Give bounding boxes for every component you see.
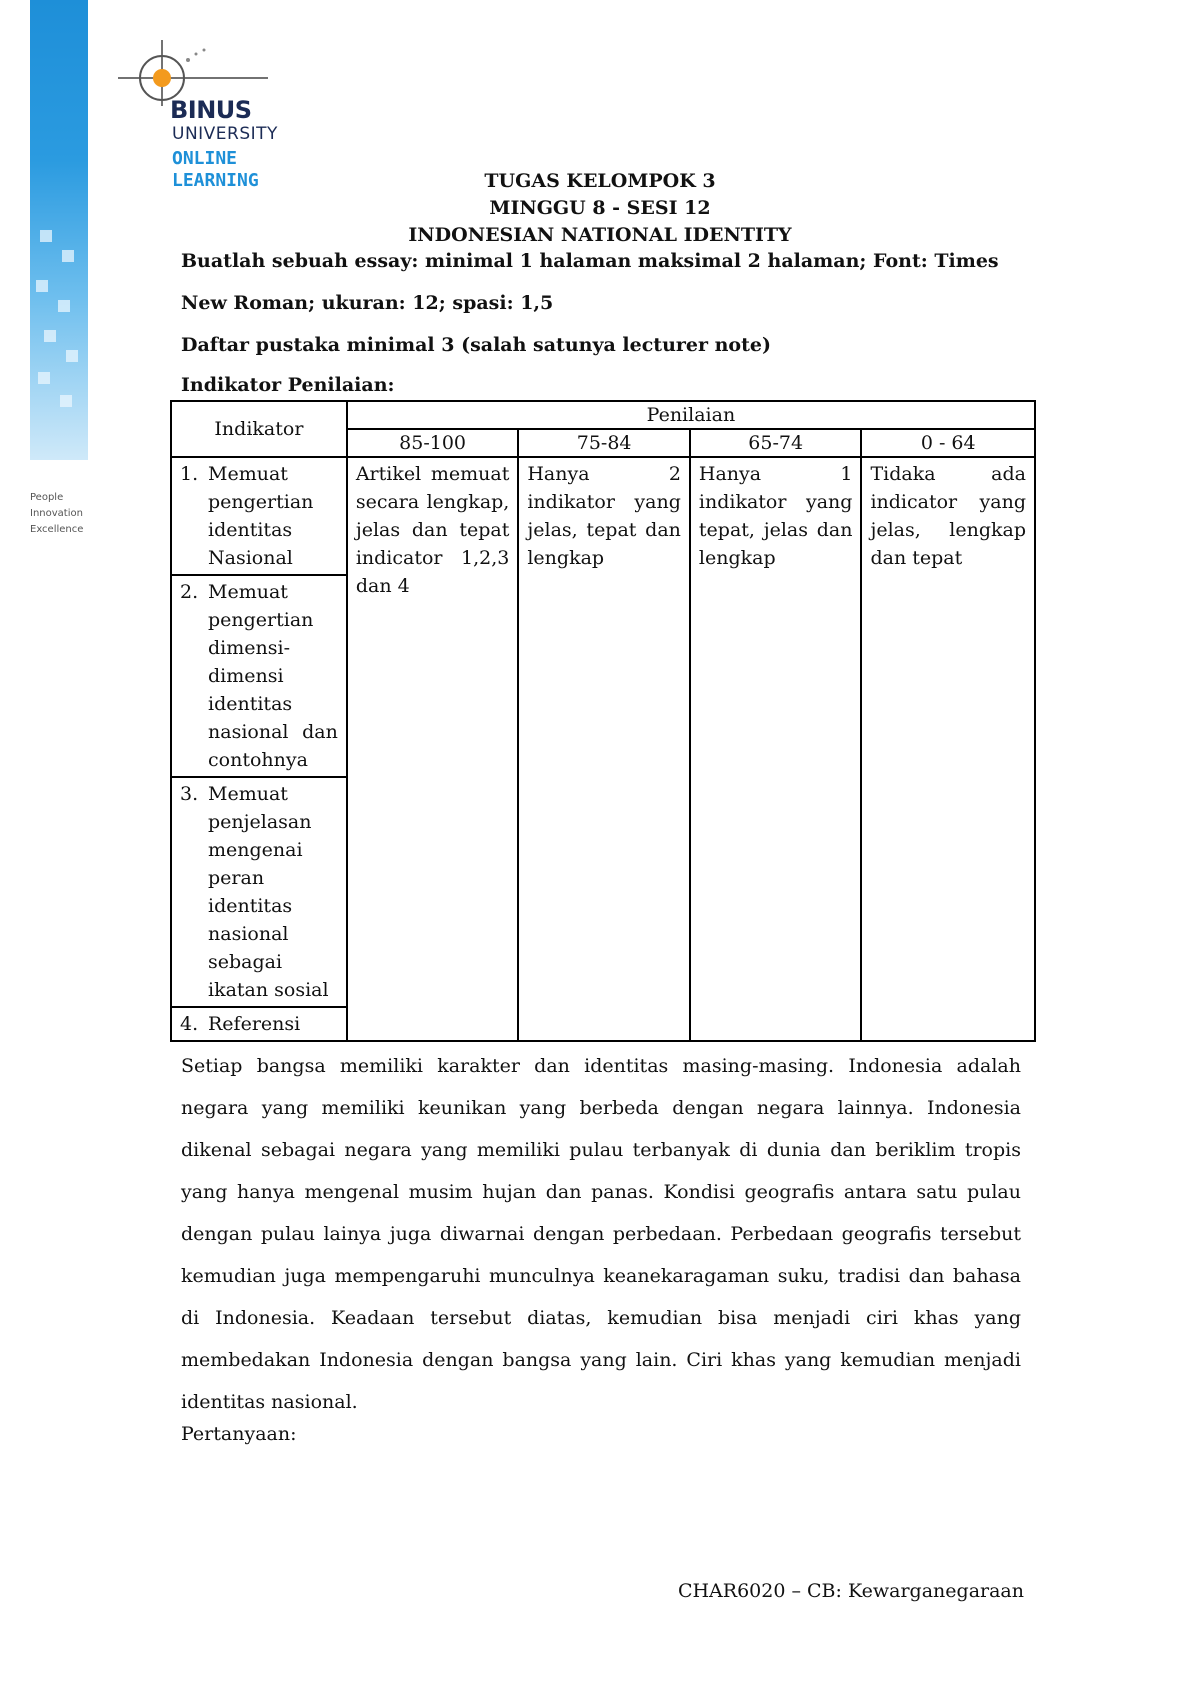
title-line-1: TUGAS KELOMPOK 3 <box>484 170 716 192</box>
range-85-100: 85-100 <box>347 429 519 457</box>
indicator-cell-1 <box>171 457 347 575</box>
instruction-essay-1: Buatlah sebuah essay: minimal 1 halaman maksimal 2 halaman; Font: Times <box>181 250 999 272</box>
indicator-cell-4 <box>171 1007 347 1041</box>
rubric-heading: Indikator Penilaian: <box>181 374 395 396</box>
logo-binus: BINUS <box>170 96 252 124</box>
essay-paragraph: Setiap bangsa memiliki karakter dan identitas masing-masing. Indonesia adalah negara yang memiliki keunikan yang berbeda dengan negara lainnya. Indonesia dikenal sebagai negara yang memiliki pulau terbanyak di dunia dan beriklim tropis yang hanya mengenal musim hujan dan panas. Kondisi geografis antara satu pulau dengan pulau lainya juga diwarnai dengan perbedaan. Perbedaan geografis tersebut kemudian juga mempengaruhi munculnya keanekaragaman suku, tradisi dan bahasa di Indonesia. Keadaan tersebut diatas, kemudian bisa menjadi ciri khas yang membedakan Indonesia dengan bangsa yang lain. Ciri khas yang kemudian menjadi identitas nasional. <box>181 1055 1021 1413</box>
tagline-excellence: Excellence <box>30 524 84 535</box>
indicator-text: Memuat penjelasan mengenai peran identitas nasional sebagai ikatan sosial <box>208 783 329 1001</box>
logo-online: ONLINE <box>172 148 238 169</box>
title-line-2: MINGGU 8 - SESI 12 <box>489 197 711 219</box>
table-row <box>171 457 1035 575</box>
question-label: Pertanyaan: <box>181 1423 297 1445</box>
decorative-side-strip <box>0 0 90 460</box>
indicator-number: 4. <box>180 1013 199 1035</box>
logo-learning: LEARNING <box>172 170 259 191</box>
criteria-65-74: Hanya 1 indikator yang tepat, jelas dan lengkap <box>690 457 862 1041</box>
criteria-85-100: Artikel memuat secara lengkap, jelas dan tepat indicator 1,2,3 dan 4 <box>347 457 519 1041</box>
header-indikator: Indikator <box>171 401 347 457</box>
criteria-0-64: Tidaka ada indicator yang jelas, lengkap dan tepat <box>861 457 1035 1041</box>
logo-university: UNIVERSITY <box>172 124 278 144</box>
indicator-cell-3 <box>171 777 347 1007</box>
tagline-innovation: Innovation <box>30 508 83 519</box>
indicator-number: 1. <box>180 463 199 485</box>
range-0-64: 0 - 64 <box>861 429 1035 457</box>
indicator-text: Memuat pengertian identitas Nasional <box>208 463 314 569</box>
criteria-75-84: Hanya 2 indikator yang jelas, tepat dan lengkap <box>518 457 690 1041</box>
binus-logo <box>118 40 318 200</box>
range-75-84: 75-84 <box>518 429 690 457</box>
indicator-text: Memuat pengertian dimensi-dimensi identitas nasional dan contohnya <box>208 581 338 771</box>
instruction-essay-2: New Roman; ukuran: 12; spasi: 1,5 <box>181 292 554 314</box>
rubric-table <box>170 400 1036 1042</box>
indicator-number: 3. <box>180 783 199 805</box>
title-line-3: INDONESIAN NATIONAL IDENTITY <box>408 224 792 246</box>
indicator-cell-2 <box>171 575 347 777</box>
indicator-number: 2. <box>180 581 199 603</box>
logo-tagline <box>30 490 83 538</box>
instruction-bibliography: Daftar pustaka minimal 3 (salah satunya lecturer note) <box>181 334 771 356</box>
header-penilaian: Penilaian <box>347 401 1035 429</box>
range-65-74: 65-74 <box>690 429 862 457</box>
tagline-people: People <box>30 492 64 503</box>
indicator-text: Referensi <box>208 1013 301 1035</box>
page-footer: CHAR6020 – CB: Kewarganegaraan <box>677 1580 1024 1602</box>
table-header-row <box>171 401 1035 429</box>
document-title <box>300 168 900 249</box>
